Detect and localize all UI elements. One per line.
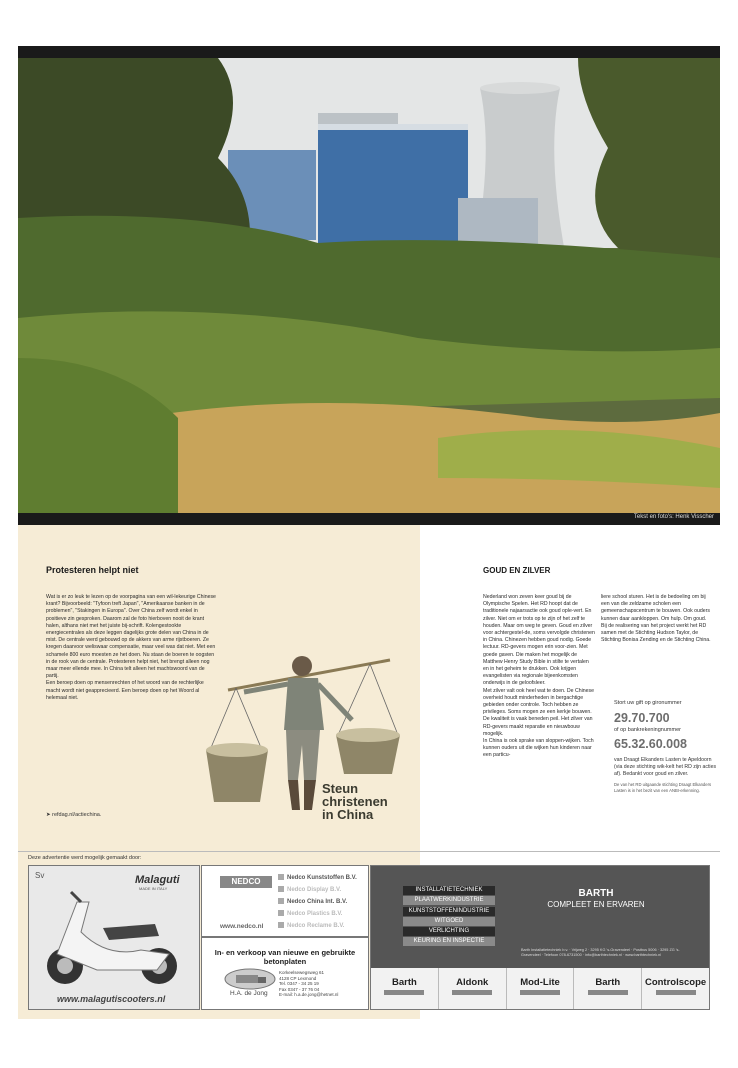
giro-number: 29.70.700 [614,711,670,725]
malaguti-tagline: MADE IN ITALY [139,886,168,891]
anbi-note: De van het RD uitgaande stichting Draagt Elkanders Lasten is in het bezit van een ANBI-erkenning. [614,781,712,793]
brand-logo: Aldonk [438,968,506,1009]
barth-service: KUNSTSTOFFENINDUSTRIE [403,907,495,916]
betonplaten-ad[interactable] [201,937,369,1010]
sponsor-note: Deze advertentie werd mogelijk gemaakt door: [28,855,142,861]
action-link-text: refdag.nl/actiechina. [52,812,102,818]
action-link[interactable] [46,812,101,818]
bank-label: of op bankrekeningnummer [614,727,681,733]
betonplaten-owner: H.A. de Jong [230,990,268,997]
bank-number: 65.32.60.008 [614,737,687,751]
barth-address: Barth Installatietechniek b.v. · Vrijweg 2 · 3295 KG 's-Gravendeel · Postbus 5006 · 3295 ZG 's-Gravendeel · Telefoon 078-6731500 · info@barthtechniek.nl · www.barthtechniek.nl [521,948,680,957]
nedco-company: Nedco Reclame B.V. [278,920,368,932]
right-article-paragraph: Nederland won zeven keer goud bij de Olympische Spelen. Het RD hoopt dat de traditionele najaarsactie ook goud ople-vert. En zilver. Niet om er trots op te zijn of het zelf te houden. Maar om weg te geven. Goud en zilver voor achtergestel-de, soms vervolgde christenen in China. Chinezen hebben goud nodig. Goede lectuur. RD-gevers mogen erin voor-zien. Met goede gaven. Die maken het mogelijk de Matthew Henry Study Bible in stilte te vertalen en in het geheim te drukken. Ook krijgen evangelisten via regionale bijeenkomsten onderwijs in de geloofsleer. [483,594,595,687]
left-article-heading: Protesteren helpt niet [46,565,139,575]
barth-service: VERLICHTING [403,927,495,936]
nedco-ad[interactable] [201,865,369,937]
nedco-company-list [278,872,368,932]
brand-logo: Controlscope [641,968,709,1009]
nedco-company: Nedco Kunststoffen B.V. [278,872,368,884]
betonplaten-title: In- en verkoop van nieuwe en gebruikte betonplaten [214,948,356,966]
divider [18,851,720,852]
malaguti-logo: Malaguti [135,874,180,886]
brand-logo: Barth [371,968,438,1009]
right-article-paragraph: Met zilver valt ook heel wat te doen. De Chinese overheid houdt minderheden in bergachtige gebieden onder controle. Toch hebben ze privileges. Soms mogen ze een kerkje bouwen. De kwaliteit is vaak beneden peil. Het zilver van RD-gevers maakt reparatie en nieuwbouw mogelijk. [483,687,595,737]
bullet-square-icon [278,898,284,904]
malaguti-badge: Sv [35,871,45,880]
right-article-paragraph: In China is ook sprake van sloppen-wijken. Toch kunnen ouders uit die wijken hun kinderen naar een particu- [483,738,594,759]
right-article-paragraph: Bij de realisering van het project werkt het RD samen met de Stichting Hudson Taylor, de Stichting Bonisa Zending en de Stichting China. [601,622,711,644]
left-article-paragraph: Wat is er zo leuk te lezen op de voorpagina van een wil-lekeurige Chinese krant? Bijvoorbeeld: "Tyfoon treft Japan", "Amerikaanse banken in de problemen", "Stakingen in Europa". Over China zelf wordt enkel in positieve zin gesproken. Daarom zal de foto hierboven nooit de krant halen, althans niet met het juiste bij-schrift. Kolengestookte energiecentrales als deze leggen dagelijks grote delen van China in de mist. De centrale werd gebouwd op de akkers van arme rijstboeren. Ze kregen daarvoor weliswaar compensatie, maar veel was dat niet. Met een schamele 800 euro moesten ze het doen. Nu staan de boeren te oogsten in de rook van de centrale. Protesteren helpt niet, het brengt alleen nog maar meer ellende mee. In China telt alleen het machtswoord van de partij. [46,594,216,680]
bullet-square-icon [278,886,284,892]
right-article-column-2 [601,594,713,644]
brand-logo: Barth [573,968,641,1009]
right-article-paragraph: liere school sturen. Het is de bedoeling om bij een van die zeldzame scholen een gemeenschapscentrum te bouwen. Ook ouders kunnen daar aankloppen. Om hulp. Om goud. [601,594,711,622]
barth-ad[interactable] [370,865,710,1010]
brand-logo: Mod-Lite [506,968,574,1009]
donation-note: van Draagt Elkanders Lasten te Apeldoorn (via deze stichting wik-kelt het RD zijn acties af). Bedankt voor goud en zilver. [614,757,717,778]
truck-logo-icon [224,968,276,990]
power-plant-rice-field-photo [18,58,720,513]
arrow-icon: ➤ [46,812,53,818]
left-article-body [46,594,216,702]
campaign-slogan [322,782,388,821]
nedco-company: Nedco China Int. B.V. [278,896,368,908]
right-article-column-1 [483,594,595,760]
nedco-url[interactable]: www.nedco.nl [220,923,264,930]
bullet-square-icon [278,874,284,880]
barth-title: BARTH [578,888,614,899]
barth-service-list [403,886,495,948]
barth-service: KEURING EN INSPECTIE [403,937,495,946]
barth-service: INSTALLATIETECHNIEK [403,886,495,895]
barth-service: WITGOED [403,917,495,926]
nedco-company: Nedco Display B.V. [278,884,368,896]
right-article-heading: GOUD EN ZILVER [483,566,551,575]
photo-credit: Tekst en foto's: Henk Visscher [633,514,714,520]
betonplaten-address: Korkeelsewegsweg 61 4128 CP Lexmond Tel. 0347 - 34 25 19 Fax 0347 - 37 76 04 E-mail: h.a.de.jong@hetnet.nl [279,970,339,998]
scooter-image [37,884,187,994]
photo-credit-bar [18,513,720,525]
bullet-square-icon [278,922,284,928]
slogan-line: Steun [322,781,359,796]
nedco-logo: NEDCO [220,876,272,888]
left-article-paragraph: Een beroep doen op mensenrechten of het woord van de rechterlijke macht wordt niet geapprecieerd. Een beroep doen op het Woord al helemaal niet. [46,680,204,701]
giro-label: Stort uw gift op gironummer [614,700,682,706]
malaguti-url[interactable]: www.malagutiscooters.nl [57,994,166,1004]
top-black-bar [18,46,720,58]
bullet-square-icon [278,910,284,916]
slogan-line: in China [322,807,374,822]
malaguti-ad[interactable] [28,865,200,1010]
nedco-company: Nedco Plastics B.V. [278,908,368,920]
barth-brand-logos [371,968,709,1009]
barth-subtitle: COMPLEET EN ERVAREN [547,900,645,909]
donation-box [614,700,720,794]
slogan-line: christenen [322,794,388,809]
barth-service: PLAATWERKINDUSTRIE [403,896,495,905]
